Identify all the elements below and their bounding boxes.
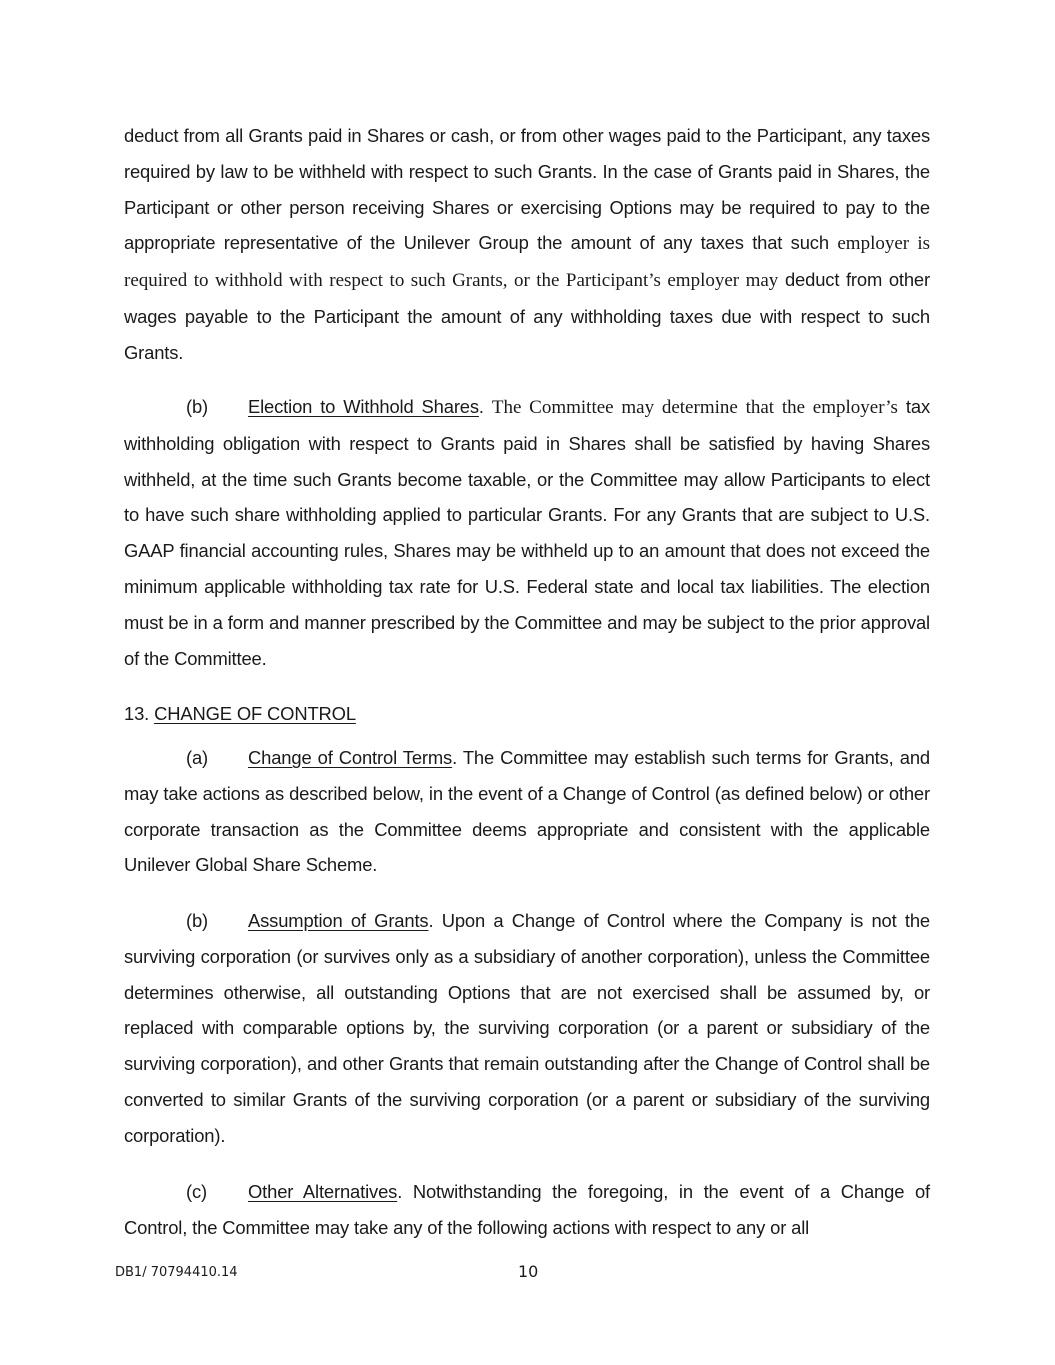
clause-label: (a) (186, 747, 209, 768)
clause-title: Election to Withhold Shares (248, 396, 479, 417)
clause-period: . (452, 747, 463, 768)
paragraph-tax-withholding (124, 118, 930, 371)
paragraph-text: deduct from other wages payable to the Participant the amount of any withholding taxes due with respect to such Grants. (124, 269, 930, 363)
paragraph-text: The Committee may establish such terms for Grants, and may take actions as described below, in the event of a Change of Control (as defined below) or other corporate transaction as the Committee deems appropriate and consistent with the applicable Unilever Global Share Scheme. (124, 747, 930, 876)
section-title: CHANGE OF CONTROL (154, 703, 356, 724)
paragraph-assumption-of-grants (124, 903, 930, 1154)
clause-label: (b) (186, 910, 209, 931)
clause-period: . (478, 396, 492, 417)
paragraph-text-serif: The Committee may determine that the employer’s (491, 397, 898, 418)
paragraph-text: Upon a Change of Control where the Company is not the surviving corporation (or survives only as a subsidiary of another corporation), unless the Committee determines otherwise, all outstanding Options that are not exercised shall be assumed by, or replaced with comparable options by, the surviving corporation (or a parent or subsidiary of the surviving corporation), and other Grants that remain outstanding after the Change of Control shall be converted to similar Grants of the surviving corporation (or a parent or subsidiary of the surviving corporation). (124, 910, 930, 1146)
footer-document-id: DB1/ 70794410.14 (115, 1265, 238, 1280)
footer-page-number: 10 (518, 1262, 539, 1281)
paragraph-text: Notwithstanding the foregoing, in the event of a Change of Control, the Committee may take any of the following actions with respect to any or all (124, 1181, 930, 1238)
section-heading-13 (124, 696, 930, 732)
clause-period: . (428, 910, 442, 931)
paragraph-text: tax withholding obligation with respect to Grants paid in Shares shall be satisfied by having Shares withheld, at the time such Grants become taxable, or the Committee may allow Participants to elect to have such share withholding applied to particular Grants. For any Grants that are subject to U.S. GAAP financial accounting rules, Shares may be withheld up to an amount that does not exceed the minimum applicable withholding tax rate for U.S. Federal state and local tax liabilities. The election must be in a form and manner prescribed by the Committee and may be subject to the prior approval of the Committee. (124, 396, 930, 669)
paragraph-election-to-withhold (124, 389, 930, 676)
clause-label: (c) (186, 1181, 207, 1202)
clause-title: Assumption of Grants (248, 910, 429, 931)
clause-label: (b) (186, 396, 209, 417)
paragraph-other-alternatives (124, 1174, 930, 1246)
section-number: 13. (124, 703, 150, 724)
paragraph-text-serif: employer is required to withhold with respect to such Grants, or the Participant’s employer may (124, 233, 930, 292)
paragraph-text: deduct from all Grants paid in Shares or cash, or from other wages paid to the Participant, any taxes required by law to be withheld with respect to such Grants. In the case of Grants paid in Shares, the Participant or other person receiving Shares or exercising Options may be required to pay to the appropriate representative of the Unilever Group the amount of any taxes that such (124, 125, 930, 254)
clause-title: Other Alternatives (248, 1181, 398, 1202)
clause-title: Change of Control Terms (248, 747, 453, 768)
clause-period: . (397, 1181, 413, 1202)
paragraph-change-of-control-terms (124, 740, 930, 883)
